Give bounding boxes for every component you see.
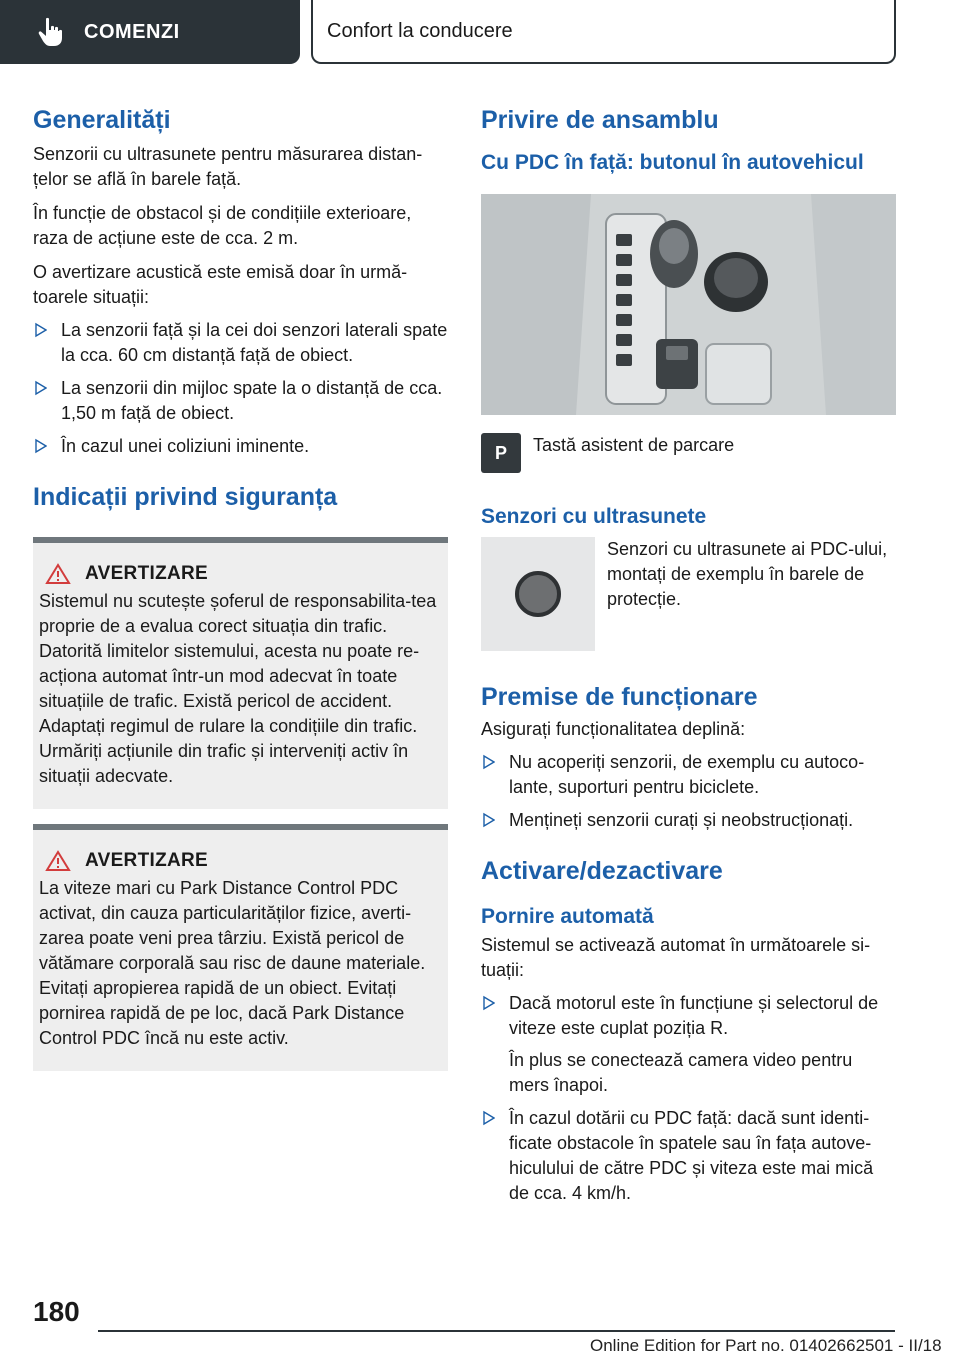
list-item-subtext: În plus se conectează camera video pentru mers înapoi.	[509, 1050, 853, 1095]
list-item-text: În cazul unei coliziuni iminente.	[61, 436, 310, 456]
sensors-text: Senzori cu ultrasunete ai PDC-ului, montați de exemplu în barele de protecție.	[607, 539, 888, 609]
warning-title: AVERTIZARE	[85, 563, 208, 584]
auto-start-list	[481, 991, 896, 1206]
warning-triangle-icon	[45, 850, 71, 872]
sensors-heading: Senzori cu ultrasunete	[481, 505, 707, 528]
warning-triangle-icon	[45, 563, 71, 585]
list-item	[481, 750, 896, 800]
list-item-text: În cazul dotării cu PDC față: dacă sunt identi-ficate obstacole în spatele sau în fața autove-hiculului de către PDC și viteza este mai mică de cca. 4 km/h.	[509, 1108, 874, 1203]
triangle-arrow-icon	[35, 380, 47, 396]
prerequisites-heading: Premise de funcționare	[481, 683, 758, 711]
list-item-text: Dacă motorul este în funcțiune și selectorul de viteze este cuplat poziția R.	[509, 993, 879, 1038]
sensor-icon	[515, 571, 561, 617]
overview-heading: Privire de ansamblu	[481, 106, 719, 134]
center-console-photo	[481, 194, 896, 415]
sensor-row	[481, 537, 896, 651]
list-item-text: Mențineți senzorii curați și neobstrucționați.	[509, 810, 854, 830]
section-title: Confort la conducere	[327, 19, 513, 42]
prerequisites-list	[481, 750, 896, 833]
triangle-arrow-icon	[483, 1110, 495, 1126]
warning-text: La viteze mari cu Park Distance Control PDC activat, din cauza particularităților fizice, averti-zarea poate veni prea târziu. Există pericol de vătămare corporală sau risc de daune materiale. Evitați apropierea rapidă de un obiect. Evitați pornirea rapidă de pe loc, dacă Park Distance Control PDC încă nu este activ.	[39, 878, 426, 1048]
chapter-tab-label: COMENZI	[84, 20, 180, 43]
list-item	[33, 318, 448, 368]
list-item	[33, 434, 448, 459]
page-number: 180	[33, 1296, 80, 1327]
warning-box-2	[33, 824, 448, 1071]
pdc-button-caption: Tastă asistent de parcare	[533, 435, 735, 455]
section-tab	[311, 0, 896, 64]
general-paragraph-3: O avertizare acustică este emisă doar în urmă-toarele situații:	[33, 262, 408, 307]
warning-text: Sistemul nu scutește șoferul de responsabilita-tea proprie de a evalua corect situația din trafic. Datorită limitelor sistemului, acesta nu poate re-acționa automat într-un mod adecvat în toate situațiile de trafic. Există pericol de accident. Adaptați regimul de rulare la condițiile din trafic. Urmăriți acțiunile din trafic și interveniți activ în situații adecvate.	[39, 591, 437, 786]
auto-start-intro: Sistemul se activează automat în următoarele si-tuații:	[481, 935, 871, 980]
triangle-arrow-icon	[483, 812, 495, 828]
front-pdc-heading: Cu PDC în față: butonul în autovehicul	[481, 151, 864, 174]
triangle-arrow-icon	[35, 322, 47, 338]
activation-heading: Activare/dezactivare	[481, 857, 723, 885]
warning-title: AVERTIZARE	[85, 850, 208, 871]
list-item	[481, 991, 896, 1098]
general-heading: Generalități	[33, 106, 171, 134]
hand-pointer-icon	[38, 17, 64, 47]
right-column	[481, 104, 896, 1206]
auto-start-heading: Pornire automată	[481, 905, 654, 928]
list-item-text: La senzorii din mijloc spate la o distanță de cca. 1,50 m față de obiect.	[61, 378, 443, 423]
list-item	[481, 808, 896, 833]
left-column	[33, 104, 448, 1071]
warning-situations-list	[33, 318, 448, 459]
footer-divider	[98, 1330, 895, 1332]
warning-box-1	[33, 537, 448, 809]
warning-header	[39, 563, 442, 585]
pdc-button-caption-row	[481, 433, 896, 473]
page-header	[0, 0, 960, 66]
prerequisites-intro: Asigurați funcționalitatea deplină:	[481, 719, 746, 739]
general-paragraph-2: În funcție de obstacol și de condițiile exterioare, raza de acțiune este de cca. 2 m.	[33, 203, 412, 248]
ultrasonic-sensor-image	[481, 537, 595, 651]
warning-header	[39, 850, 442, 872]
list-item-text: La senzorii față și la cei doi senzori laterali spate la cca. 60 cm distanță față de obiect.	[61, 320, 448, 365]
triangle-arrow-icon	[35, 438, 47, 454]
general-paragraph-1: Senzorii cu ultrasunete pentru măsurarea distan-țelor se află în barele față.	[33, 144, 423, 189]
list-item	[481, 1106, 896, 1206]
chapter-tab[interactable]	[0, 0, 300, 64]
list-item-text: Nu acoperiți senzorii, de exemplu cu autoco-lante, suporturi pentru biciclete.	[509, 752, 865, 797]
triangle-arrow-icon	[483, 995, 495, 1011]
edition-note: Online Edition for Part no. 01402662501 - II/18	[590, 1336, 942, 1355]
list-item	[33, 376, 448, 426]
safety-heading: Indicații privind siguranța	[33, 483, 338, 511]
console-illustration	[481, 194, 896, 415]
triangle-arrow-icon	[483, 754, 495, 770]
parking-assistant-button-icon: P	[481, 433, 521, 473]
